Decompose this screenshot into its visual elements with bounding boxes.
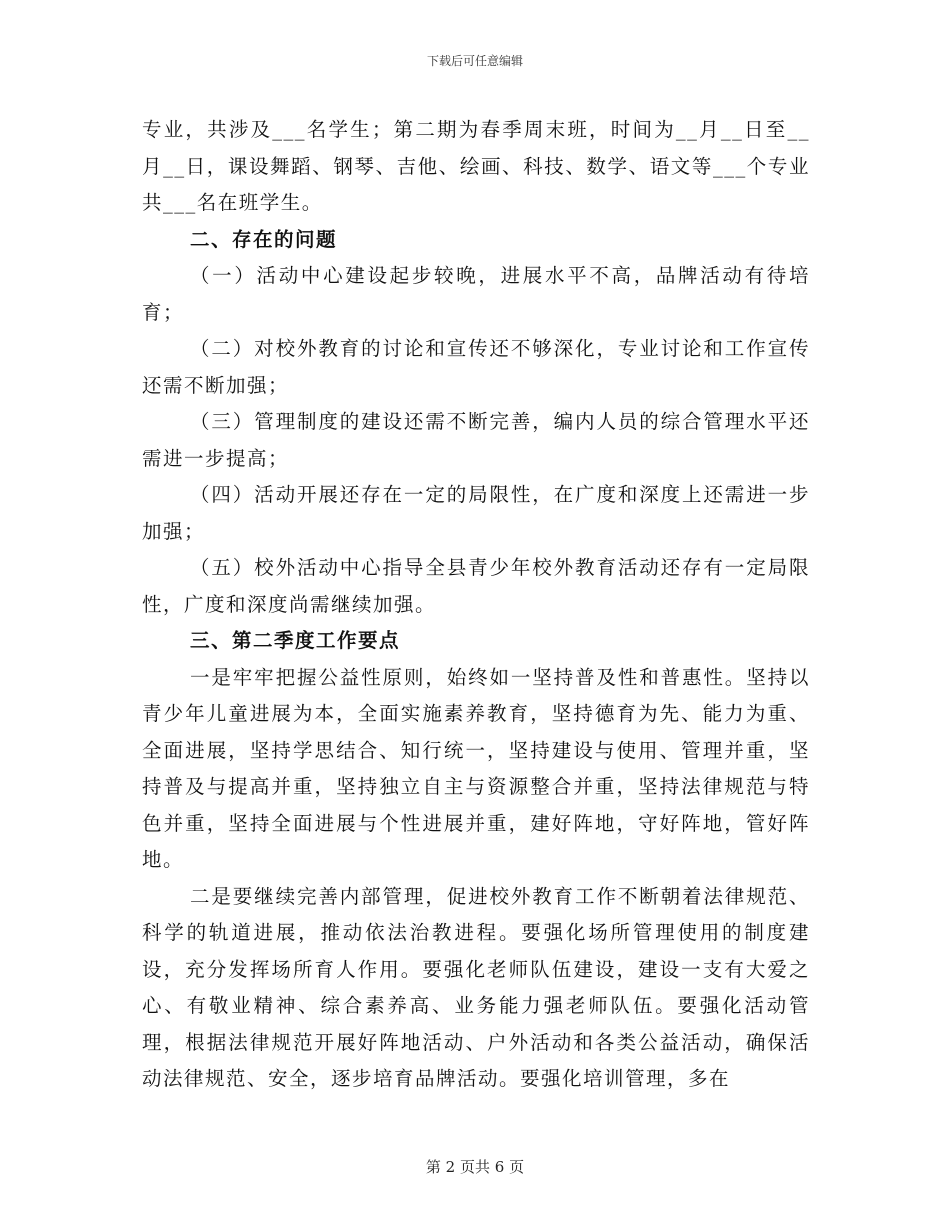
issue-paragraph-5: （五）校外活动中心指导全县青少年校外教育活动还存有一定局限性，广度和深度尚需继续加强。: [142, 556, 810, 616]
issue-paragraph-1: （一）活动中心建设起步较晚，进展水平不高，品牌活动有待培育；: [142, 264, 810, 324]
intro-paragraph: 专业，共涉及___名学生；第二期为春季周末班，时间为__月__日至__月__日，课设舞蹈、钢琴、吉他、绘画、科技、数学、语文等___个专业共___名在班学生。: [142, 118, 810, 214]
issue-paragraph-4: （四）活动开展还存在一定的局限性，在广度和深度上还需进一步加强；: [142, 483, 810, 543]
section-heading-q2-points: 三、第二季度工作要点: [190, 629, 401, 652]
issue-paragraph-2: （二）对校外教育的讨论和宣传还不够深化，专业讨论和工作宣传还需不断加强；: [142, 337, 810, 397]
point-paragraph-1: 一是牢牢把握公益性原则，始终如一坚持普及性和普惠性。坚持以青少年儿童进展为本，全面实施素养教育，坚持德育为先、能力为重、全面进展，坚持学思结合、知行统一，坚持建设与使用、管理并重，坚持普及与提高并重，坚持独立自主与资源整合并重，坚持法律规范与特色并重，坚持全面进展与个性进展并重，建好阵地，守好阵地，管好阵地。: [142, 665, 810, 871]
document-body: [142, 112, 810, 1098]
section-heading-problems: 二、存在的问题: [190, 227, 338, 251]
page-header-note: 下载后可任意编辑: [426, 54, 523, 68]
issue-paragraph-3: （三）管理制度的建设还需不断完善，编内人员的综合管理水平还需进一步提高；: [142, 410, 810, 470]
page-number: 第 2 页共 6 页: [425, 1158, 525, 1176]
point-paragraph-2: 二是要继续完善内部管理，促进校外教育工作不断朝着法律规范、科学的轨道进展，推动依法治教进程。要强化场所管理使用的制度建设，充分发挥场所育人作用。要强化老师队伍建设，建设一支有大爱之心、有敬业精神、综合素养高、业务能力强老师队伍。要强化活动管理，根据法律规范开展好阵地活动、户外活动和各类公益活动，确保活动法律规范、安全，逐步培育品牌活动。要强化培训管理，多在: [142, 884, 810, 1090]
